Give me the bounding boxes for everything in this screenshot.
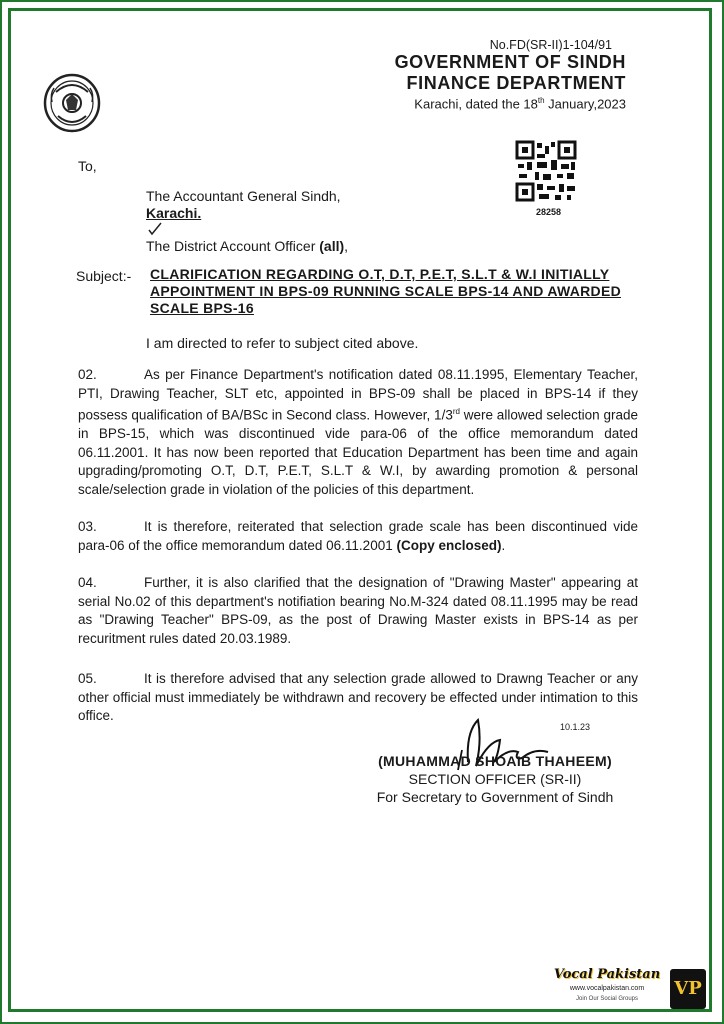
addressee-district-account-officer: The District Account Officer (all),: [146, 238, 349, 254]
qr-code-icon: [515, 140, 577, 202]
letter-date: Karachi, dated the 18th January,2023: [414, 96, 626, 112]
qr-code-number: 28258: [536, 207, 562, 217]
vp-logo-icon: VP: [670, 969, 706, 1009]
watermark-brand: Vocal Pakistan: [553, 967, 661, 982]
signature-block: [360, 752, 630, 806]
signatory-title: SECTION OFFICER (SR-II): [408, 771, 582, 787]
paragraph-02: 02. As per Finance Department's notification dated 08.11.1995, Elementary Teacher, PTI, Drawing Teacher, SLT etc, appointed in BPS-09 shall be placed in BPS-14 if they possess qualification of BA/BSc in Second class. However, 1/3rd were allowed selection grade in BPS-15, which was discontinued vide para-06 of the office memorandum dated 06.11.2001. It has now been reported that Education Department has been time and again upgrading/promoting O.T, D.T, P.E.T, S.L.T & W.I, by awarding promotion & personal scale/selection grade in violation of the policies of this department.: [78, 367, 638, 497]
paragraph-03: 03. It is therefore, reiterated that selection grade scale has been discontinued vide para-06 of the office memorandum dated 06.11.2001 (Copy enclosed).: [78, 519, 638, 553]
watermark-url: www.vocalpakistan.com: [569, 985, 645, 992]
addressee-accountant-general: The Accountant General Sindh,: [146, 188, 341, 204]
signatory-name: (MUHAMMAD SHOAIB THAHEEM): [378, 753, 612, 769]
paragraph-05: 05. It is therefore advised that any selection grade allowed to Drawng Teacher or any other official must immediately be withdrawn and recovery be effected under intimation to this office.: [78, 671, 638, 723]
paragraph-04: 04. Further, it is also clarified that the designation of "Drawing Master" appearing at serial No.02 of this department's notifiation bearing No.M-324 dated 08.11.1995 may be read as "Drawing Teacher" BPS-09, as the post of Drawing Master exists in BPS-14 as per recuritment rules dated 20.03.1989.: [78, 575, 638, 646]
page-border-inner: [8, 8, 712, 1012]
sindh-government-seal-icon: [42, 72, 102, 134]
department-title: FINANCE DEPARTMENT: [406, 73, 626, 93]
letter-header: [395, 38, 626, 111]
tick-mark-icon: [148, 222, 162, 236]
vocal-pakistan-watermark: [548, 965, 708, 1013]
signatory-for: For Secretary to Government of Sindh: [376, 789, 614, 805]
salutation-to: To,: [78, 158, 97, 174]
addressee-city: Karachi.: [146, 205, 202, 221]
signature-date: 10.1.23: [560, 722, 591, 732]
subject-label: Subject:-: [76, 268, 132, 284]
subject-text: CLARIFICATION REGARDING O.T, D.T, P.E.T, S.L.T & W.I INITIALLY APPOINTMENT IN BPS-09 RUNNING SCALE BPS-14 AND AWARDED SCALE BPS-16: [150, 266, 621, 316]
reference-number: No.FD(SR-II)1-104/91: [489, 38, 612, 52]
government-title: GOVERNMENT OF SINDH: [394, 52, 626, 72]
opening-line: I am directed to refer to subject cited above.: [146, 335, 419, 351]
watermark-join: Join Our Social Groups: [575, 996, 639, 1002]
